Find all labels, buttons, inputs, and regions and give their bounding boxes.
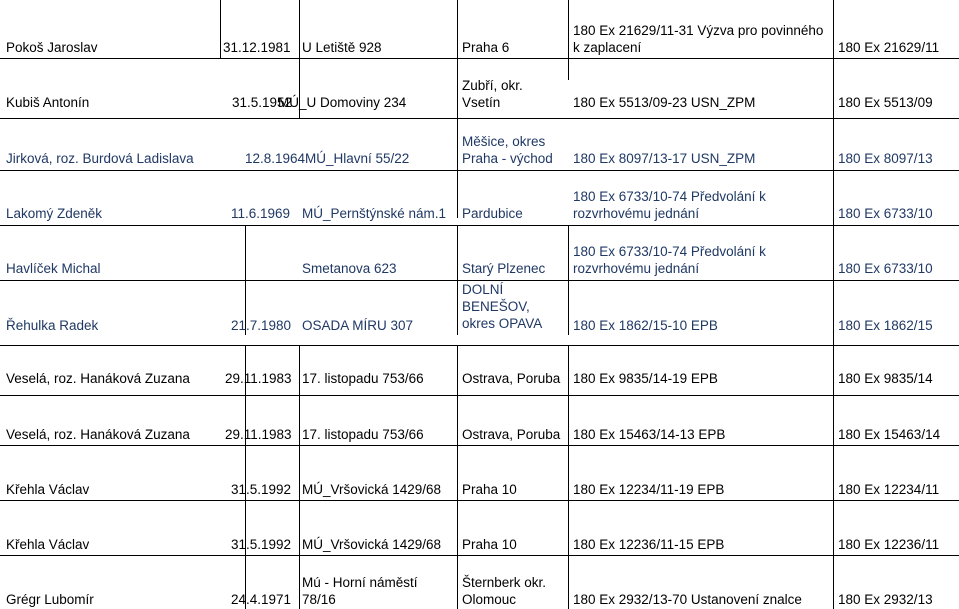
table-cell-proceeding: 180 Ex 21629/11-31 Výzva pro povinného k zaplacení (573, 23, 824, 55)
table-cell-dob: 29.11.1983 (225, 371, 292, 386)
row-divider (0, 118, 959, 119)
row-divider (0, 555, 959, 556)
table-cell-proceeding: 180 Ex 1862/15-10 EPB (573, 318, 718, 333)
row-divider (0, 395, 959, 396)
table-cell-address: OSADA MÍRU 307 (302, 318, 414, 333)
table-cell-case: 180 Ex 12236/11 (838, 537, 940, 552)
table-cell-address: Smetanova 623 (302, 261, 397, 276)
table-cell-dob: 29.11.1983 (225, 427, 292, 442)
table-cell-address: MÚ_Hlavní 55/22 (305, 151, 410, 166)
table-cell-proceeding: 180 Ex 5513/09-23 USN_ZPM (573, 95, 756, 110)
table-cell-city: Ostrava, Poruba (462, 427, 561, 442)
grid-line (833, 0, 834, 609)
table-cell-address: MÚ_Vršovická 1429/68 (302, 537, 442, 552)
table-cell-case: 180 Ex 15463/14 (838, 427, 941, 442)
table-cell-proceeding: 180 Ex 9835/14-19 EPB (573, 371, 718, 386)
row-divider (0, 500, 959, 501)
table-cell-city: Praha 6 (462, 40, 510, 55)
table-cell-case: 180 Ex 6733/10 (838, 206, 933, 221)
table-cell-city: Praha 10 (462, 537, 517, 552)
table-cell-dob: 31.5.1992 (231, 537, 292, 552)
table-cell-case: 180 Ex 1862/15 (838, 318, 933, 333)
table-cell-proceeding: 180 Ex 2932/13-70 Ustanovení znalce (573, 592, 802, 607)
table-cell-name: Grégr Lubomír (6, 592, 94, 607)
table-cell-dob: 11.6.1969 (231, 206, 291, 221)
row-divider (0, 225, 959, 226)
table-cell-name: Křehla Václav (6, 482, 90, 497)
table-cell-city: Zubří, okr. Vsetín (462, 78, 523, 110)
table-cell-city: Měšice, okres Praha - východ (462, 134, 553, 166)
table-cell-name: Lakomý Zdeněk (6, 206, 103, 221)
table-cell-dob: 12.8.1964 (245, 151, 306, 166)
table-cell-case: 180 Ex 6733/10 (838, 261, 933, 276)
table-cell-dob: 31.5.1992 (231, 482, 292, 497)
table-cell-proceeding: 180 Ex 12236/11-15 EPB (573, 537, 725, 552)
table-cell-name: Křehla Václav (6, 537, 90, 552)
table-cell-proceeding: 180 Ex 6733/10-74 Předvolání k rozvrhovému jednání (573, 189, 766, 221)
table-cell-proceeding: 180 Ex 12234/11-19 EPB (573, 482, 725, 497)
table-cell-city: Ostrava, Poruba (462, 371, 561, 386)
grid-line (299, 345, 300, 609)
table-cell-name: Řehulka Radek (6, 318, 99, 333)
table-cell-address: MÚ_Pernštýnské nám.1 (302, 206, 447, 221)
table-cell-name: Veselá, roz. Hanáková Zuzana (6, 427, 190, 442)
table-cell-name: Jirková, roz. Burdová Ladislava (6, 151, 194, 166)
table-cell-case: 180 Ex 21629/11 (838, 40, 940, 55)
grid-line (457, 0, 458, 218)
table-cell-dob: 24.4.1971 (231, 592, 292, 607)
table-cell-name: Pokoš Jaroslav (6, 40, 98, 55)
table-cell-address: MÚ_U Domoviny 234 (278, 95, 407, 110)
table-cell-case: 180 Ex 12234/11 (838, 482, 940, 497)
table-cell-address: MÚ_Vršovická 1429/68 (302, 482, 442, 497)
table-cell-city: Praha 10 (462, 482, 517, 497)
table-cell-dob: 31.5.1952 (232, 95, 293, 110)
table-cell-address: U Letiště 928 (302, 40, 382, 55)
table-cell-city: Pardubice (462, 206, 523, 221)
table-cell-case: 180 Ex 5513/09 (838, 95, 933, 110)
grid-line (568, 0, 569, 80)
grid-line (457, 345, 458, 609)
table-cell-proceeding: 180 Ex 15463/14-13 EPB (573, 427, 726, 442)
row-divider (0, 445, 959, 446)
table-cell-case: 180 Ex 8097/13 (838, 151, 933, 166)
table-cell-proceeding: 180 Ex 6733/10-74 Předvolání k rozvrhovému jednání (573, 244, 766, 276)
grid-line (568, 345, 569, 609)
table-cell-dob: 21.7.1980 (231, 318, 292, 333)
grid-line (220, 0, 221, 58)
row-divider (0, 58, 959, 59)
table-cell-dob: 31.12.1981 (223, 40, 291, 55)
table-cell-address: 17. listopadu 753/66 (302, 371, 424, 386)
table-cell-name: Kubiš Antonín (6, 95, 90, 110)
table-cell-name: Veselá, roz. Hanáková Zuzana (6, 371, 190, 386)
table-cell-address: Mú - Horní náměstí 78/16 (302, 575, 418, 607)
table-cell-proceeding: 180 Ex 8097/13-17 USN_ZPM (573, 151, 756, 166)
row-divider (0, 345, 959, 346)
table-cell-city: DOLNÍ BENEŠOV, okres OPAVA (462, 282, 543, 331)
table-cell-city: Šternberk okr. Olomouc (462, 575, 547, 607)
table-cell-case: 180 Ex 2932/13 (838, 592, 933, 607)
table-cell-case: 180 Ex 9835/14 (838, 371, 933, 386)
table-cell-address: 17. listopadu 753/66 (302, 427, 424, 442)
table-cell-name: Havlíček Michal (6, 261, 101, 276)
row-divider (0, 170, 959, 171)
table-cell-city: Starý Plzenec (462, 261, 546, 276)
